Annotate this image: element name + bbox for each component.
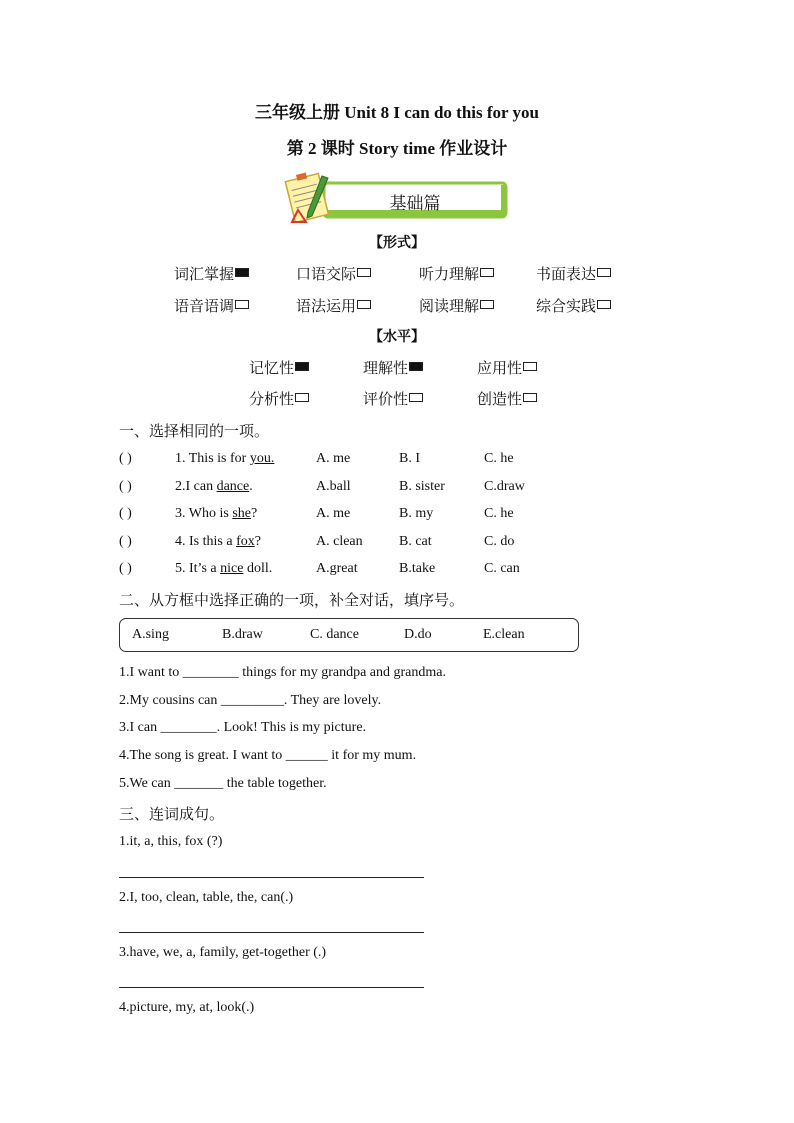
- form-heading: 【形式】: [369, 235, 425, 251]
- checkbox-empty: [480, 268, 494, 277]
- page-title: 三年级上册 Unit 8 I can do this for you: [255, 103, 539, 122]
- option-b: B. I: [399, 451, 420, 466]
- option-c: C. can: [484, 561, 520, 576]
- level-heading: 【水平】: [369, 329, 425, 345]
- option-b: B. my: [399, 506, 434, 521]
- checkbox-checked: [295, 362, 309, 371]
- level-item: 应用性: [477, 357, 537, 378]
- form-item: 词汇掌握: [174, 263, 249, 284]
- checkbox-empty: [597, 300, 611, 309]
- word-option: B.draw: [222, 627, 263, 642]
- question-stem: 1. This is for you.: [175, 451, 275, 466]
- option-a: A.great: [316, 561, 358, 576]
- option-c: C. he: [484, 451, 514, 466]
- checkbox-empty: [523, 362, 537, 371]
- answer-paren[interactable]: ( ): [119, 451, 132, 466]
- fill-sentence: 5.We can _______ the table together.: [119, 776, 327, 791]
- word-bank-box: [119, 618, 579, 652]
- form-item: 阅读理解: [419, 295, 494, 316]
- form-item: 综合实践: [536, 295, 611, 316]
- option-b: B.take: [399, 561, 436, 576]
- fill-sentence: 1.I want to ________ things for my grandpa and grandma.: [119, 665, 446, 680]
- word-option: C. dance: [310, 627, 359, 642]
- scrambled-words: 1.it, a, this, fox (?): [119, 834, 223, 849]
- part3-heading: 三、连词成句。: [119, 805, 225, 823]
- option-c: C. he: [484, 506, 514, 521]
- question-stem: 5. It’s a nice doll.: [175, 561, 273, 576]
- word-option: E.clean: [483, 627, 525, 642]
- scrambled-words: 4.picture, my, at, look(.): [119, 1000, 255, 1015]
- page-subtitle: 第 2 课时 Story time 作业设计: [286, 139, 508, 158]
- answer-line[interactable]: [119, 877, 424, 878]
- option-c: C. do: [484, 534, 515, 549]
- checkbox-empty: [295, 393, 309, 402]
- answer-line[interactable]: [119, 932, 424, 933]
- checkbox-empty: [235, 300, 249, 309]
- checkbox-empty: [357, 300, 371, 309]
- option-b: B. cat: [399, 534, 432, 549]
- level-item: 理解性: [363, 357, 423, 378]
- fill-sentence: 2.My cousins can _________. They are lovely.: [119, 693, 382, 708]
- checkbox-empty: [357, 268, 371, 277]
- part2-heading: 二、从方框中选择正确的一项，补全对话，填序号。: [119, 591, 465, 609]
- question-stem: 2.I can dance.: [175, 479, 253, 494]
- form-item: 口语交际: [296, 263, 371, 284]
- option-c: C.draw: [484, 479, 525, 494]
- fill-sentence: 3.I can ________. Look! This is my picture.: [119, 720, 367, 735]
- word-option: A.sing: [132, 627, 169, 642]
- checkbox-checked: [235, 268, 249, 277]
- part1-heading: 一、选择相同的一项。: [119, 422, 270, 440]
- scrambled-words: 3.have, we, a, family, get-together (.): [119, 945, 327, 960]
- banner-label: 基础篇: [389, 194, 441, 214]
- answer-paren[interactable]: ( ): [119, 479, 132, 494]
- checkbox-empty: [480, 300, 494, 309]
- option-a: A.ball: [316, 479, 351, 494]
- answer-line[interactable]: [119, 987, 424, 988]
- checkbox-empty: [409, 393, 423, 402]
- level-item: 分析性: [249, 388, 309, 409]
- form-item: 语音语调: [174, 295, 249, 316]
- level-item: 评价性: [363, 388, 423, 409]
- answer-paren[interactable]: ( ): [119, 534, 132, 549]
- fill-sentence: 4.The song is great. I want to ______ it for my mum.: [119, 748, 417, 763]
- answer-paren[interactable]: ( ): [119, 506, 132, 521]
- checkbox-empty: [597, 268, 611, 277]
- word-option: D.do: [404, 627, 432, 642]
- scrambled-words: 2.I, too, clean, table, the, can(.): [119, 890, 294, 905]
- answer-paren[interactable]: ( ): [119, 561, 132, 576]
- checkbox-checked: [409, 362, 423, 371]
- section-banner: [296, 180, 510, 220]
- option-b: B. sister: [399, 479, 445, 494]
- option-a: A. me: [316, 506, 351, 521]
- question-stem: 3. Who is she?: [175, 506, 258, 521]
- form-item: 书面表达: [536, 263, 611, 284]
- form-item: 听力理解: [419, 263, 494, 284]
- option-a: A. me: [316, 451, 351, 466]
- level-item: 创造性: [477, 388, 537, 409]
- question-stem: 4. Is this a fox?: [175, 534, 261, 549]
- option-a: A. clean: [316, 534, 363, 549]
- form-item: 语法运用: [296, 295, 371, 316]
- level-item: 记忆性: [249, 357, 309, 378]
- checkbox-empty: [523, 393, 537, 402]
